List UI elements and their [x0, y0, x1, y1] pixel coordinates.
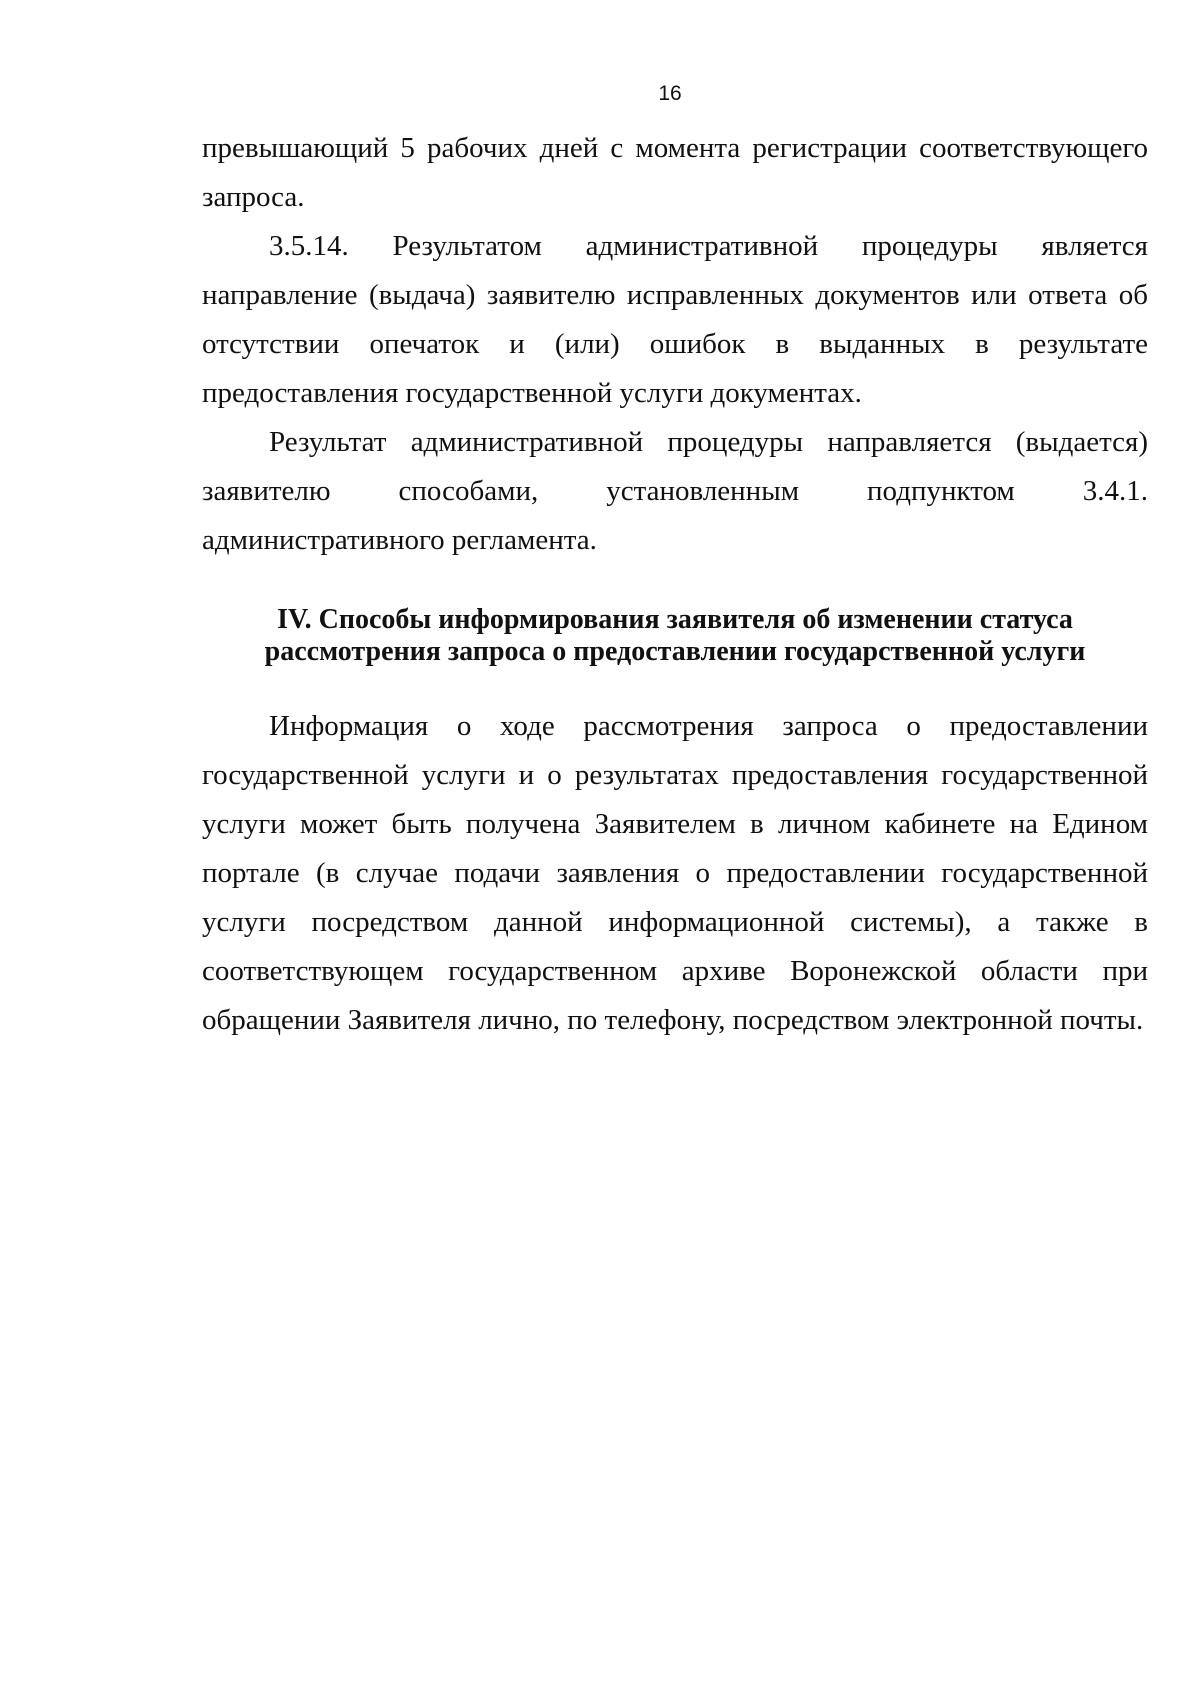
- paragraph-information-methods: Информация о ходе рассмотрения запроса о предоставлении государственной услуги и о результатах предоставления государственной услуги может быть получена Заявителем в личном кабинете на Едином портале (в случае подачи заявления о предоставлении государственной услуги посредством данной информационной системы), а также в соответствующем государственном архиве Воронежской области при обращении Заявителя лично, по телефону, посредством электронной почты.: [202, 710, 1148, 1036]
- section-heading-line-2: рассмотрения запроса о предоставлении государственной услуги: [264, 636, 1086, 667]
- section-heading-line-1: IV. Способы информирования заявителя об изменении статуса: [277, 604, 1073, 635]
- paragraph-3-5-14: 3.5.14. Результатом административной процедуры является направление (выдача) заявителю исправленных документов или ответа об отсутствии опечаток и (или) ошибок в выданных в результате предоставления государственной услуги документах.: [202, 230, 1148, 409]
- page-number: 16: [658, 82, 682, 105]
- paragraph-continuation: превышающий 5 рабочих дней с момента регистрации соответствующего запроса.: [202, 132, 1148, 213]
- section-heading: [202, 604, 1148, 668]
- paragraph-result-delivery: Результат административной процедуры направляется (выдается) заявителю способами, установленным подпунктом 3.4.1. административного регламента.: [202, 426, 1148, 556]
- document-body: [202, 124, 1148, 1045]
